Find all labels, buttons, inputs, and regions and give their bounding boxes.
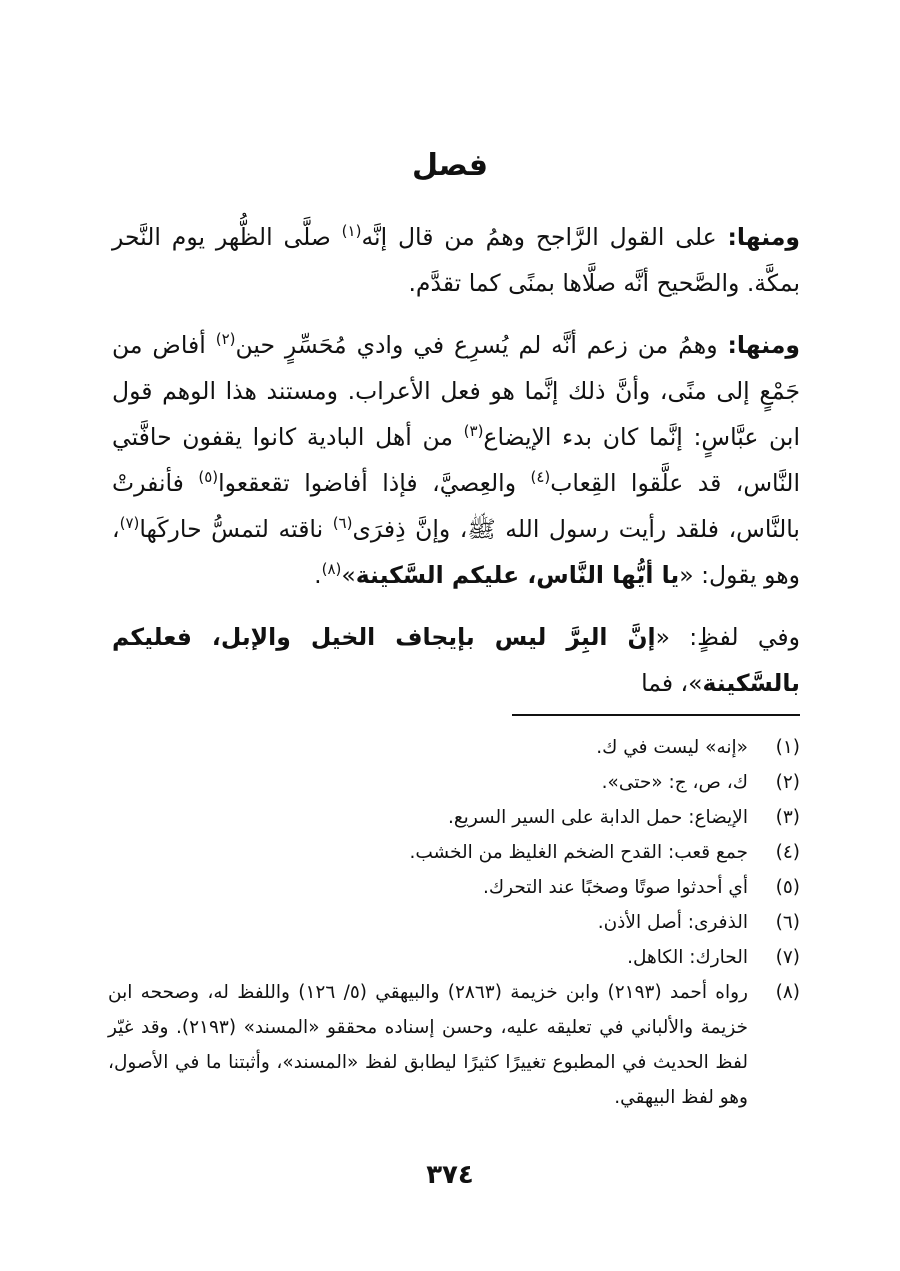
- footnote-number: (٤): [775, 842, 800, 863]
- text-run: »، فما: [641, 669, 703, 697]
- footnote-ref-5: (٥): [198, 468, 219, 487]
- section-title: فصل: [412, 148, 488, 183]
- footnote-number: (٥): [775, 877, 800, 898]
- footnote-ref-8: (٨): [321, 560, 342, 579]
- paragraph-3: [112, 614, 800, 706]
- footnote-text: رواه أحمد (٢١٩٣) وابن خزيمة (٢٨٦٣) والبيهقي (٥/ ١٢٦) واللفظ له، وصححه ابن خزيمة والألباني في تعليقه عليه، وحسن إسناده محققو «المسند» (٢١٩٣). وقد غيّر لفظ الحديث في المطبوع تغييرًا كثيرًا ليطابق لفظ «المسند»، وأثبتنا ما في الأصول، وهو لفظ البيهقي.: [108, 982, 748, 1108]
- footnote-item: [108, 835, 800, 870]
- footnote-number: (٦): [775, 912, 800, 933]
- text-run: ناقته لتمسُّ حاركَها: [139, 515, 333, 543]
- footnote-text: ك، ص، ج: «حتى».: [601, 772, 748, 793]
- footnote-number: (٢): [775, 772, 800, 793]
- text-run: وفي لفظٍ: «: [655, 623, 800, 651]
- paragraph-1: [112, 214, 800, 306]
- paragraph-lead: ومنها:: [727, 331, 800, 359]
- footnote-number: (٣): [775, 807, 800, 828]
- text-run: »: [341, 561, 356, 589]
- hadith-quote: إنَّ البِرَّ ليس بإيجاف الخيل والإبل، فعليكم بالسَّكينة: [112, 623, 800, 697]
- text-run: .: [314, 561, 322, 589]
- paragraph-2: [112, 322, 800, 598]
- footnote-item: [108, 870, 800, 905]
- footnote-item: [108, 765, 800, 800]
- text-run: ، وهو يقول: «: [112, 515, 800, 589]
- text-run: صلَّى الظُّهر يوم النَّحر بمكَّة. والصَّحيح أنَّه صلَّاها بمنًى كما تقدَّم.: [112, 223, 800, 297]
- footnote-item: [108, 800, 800, 835]
- text-run: على القول الرَّاجح وهمُ من قال إنَّه: [361, 223, 728, 251]
- footnote-ref-1: (١): [341, 222, 362, 241]
- footnote-number: (٨): [775, 982, 800, 1003]
- text-run: فأنفرتْ بالنَّاس، فلقد رأيت رسول الله ﷺ، وإنَّ ذِفرَى: [112, 469, 800, 543]
- text-run: من أهل البادية كانوا يقفون حافَّتي النَّاس، قد علَّقوا القِعاب: [112, 423, 800, 497]
- footnotes-list: [108, 730, 800, 1115]
- text-run: والعِصيَّ، فإذا أفاضوا تقعقعوا: [218, 469, 531, 497]
- footnote-ref-6: (٦): [332, 514, 353, 533]
- footnote-item: [108, 730, 800, 765]
- footnote-ref-4: (٤): [530, 468, 551, 487]
- footnote-text: الحارك: الكاهل.: [627, 947, 748, 968]
- page-number: ٣٧٤: [426, 1160, 474, 1190]
- footnote-text: «إنه» ليست في ك.: [596, 737, 748, 758]
- footnote-item: [108, 940, 800, 975]
- main-text: [112, 214, 800, 722]
- footnote-ref-2: (٢): [215, 330, 236, 349]
- footnote-number: (٧): [775, 947, 800, 968]
- footnote-separator: [512, 714, 800, 716]
- footnote-item: [108, 905, 800, 940]
- footnote-ref-3: (٣): [463, 422, 484, 441]
- text-run: أفاض من جَمْعٍ إلى منًى، وأنَّ ذلك إنَّما هو فعل الأعراب. ومستند هذا الوهم قول ابن عبَّاسٍ: إنَّما كان بدء الإيضاع: [112, 331, 800, 451]
- footnote-text: أي أحدثوا صوتًا وصخبًا عند التحرك.: [483, 877, 748, 898]
- footnote-item: [108, 975, 800, 1115]
- footnote-text: جمع قعب: القدح الضخم الغليظ من الخشب.: [409, 842, 748, 863]
- hadith-quote: يا أيُّها النَّاس، عليكم السَّكينة: [355, 561, 680, 589]
- footnote-text: الذفرى: أصل الأذن.: [597, 912, 748, 933]
- text-run: وهمُ من زعم أنَّه لم يُسرِع في وادي مُحَسِّرٍ حين: [235, 331, 728, 359]
- footnote-text: الإيضاع: حمل الدابة على السير السريع.: [447, 807, 748, 828]
- footnote-number: (١): [775, 737, 800, 758]
- footnote-ref-7: (٧): [119, 514, 140, 533]
- paragraph-lead: ومنها:: [727, 223, 800, 251]
